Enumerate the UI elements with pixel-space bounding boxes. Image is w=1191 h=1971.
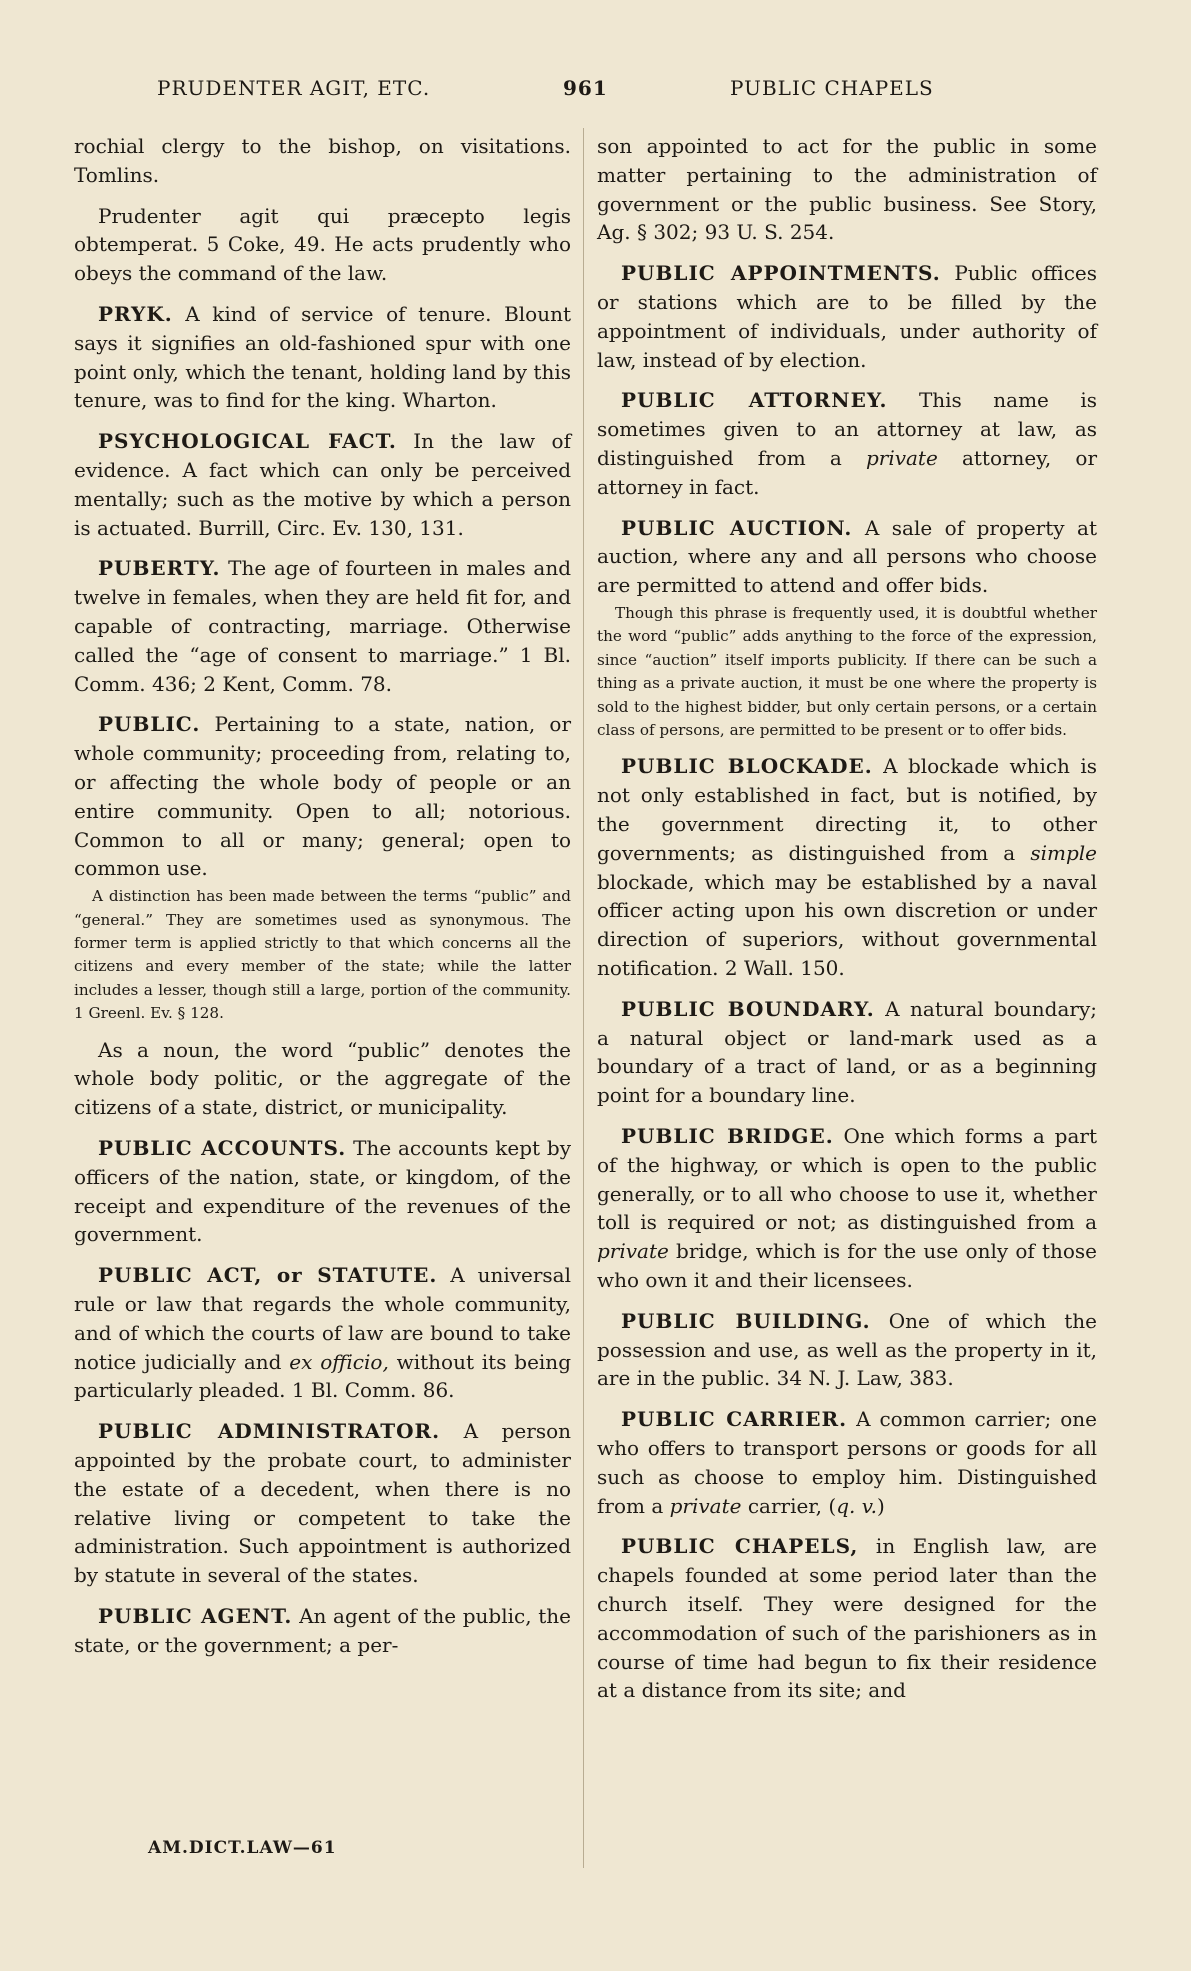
headword: PUBLIC AGENT. — [98, 1603, 293, 1628]
definition: An agent of the public, the state, or the government; a per- — [74, 1603, 571, 1657]
italic-term: simple — [1030, 840, 1097, 865]
definition: The age of fourteen in males and twelve in females, when they are held fit for, and capable of contracting, marriage. Otherwise called the “age of consent to marriage.” 1 Bl. Comm. 436; 2 Kent, Comm. 78. — [74, 556, 572, 696]
entry-public — [74, 710, 571, 883]
entry-public-agent — [74, 1602, 571, 1660]
column-divider — [583, 128, 584, 1868]
page-number: 961 — [563, 76, 608, 100]
headword: PUBLIC. — [98, 712, 201, 737]
note-public-auction: Though this phrase is frequently used, it is doubtful whether the word “public” adds anything to the force of the expression, since “auction” itself imports publicity. If there can be such a thing as a private auction, it must be one where the property is sold to the highest bidder, but only certain persons, or a certain class of persons, are permitted to be present or to offer bids. — [597, 603, 1097, 739]
definition: A common carrier; one who offers to transport persons or goods for all such as choose to employ him. Distinguished from a — [597, 1407, 1098, 1518]
entry-public-administrator — [74, 1417, 571, 1590]
headword: PUBLIC BOUNDARY. — [621, 996, 875, 1021]
entry-public-auction — [597, 514, 1097, 600]
note-public: A distinction has been made between the terms “public” and “general.” They are sometimes used as synonymous. The former term is applied strictly to that which concerns all the citizens and every member of the state; while the latter includes a lesser, though still a large, portion of the community. 1 Greenl. Ev. § 128. — [74, 887, 571, 1023]
definition: In the law of evidence. A fact which can only be perceived mentally; such as the motive by which a person is actuated. Burrill, Circ. Ev. 130, 131. — [74, 429, 571, 540]
headword: PUBLIC BUILDING. — [621, 1308, 871, 1333]
headword: PUBLIC APPOINTMENTS. — [621, 261, 941, 286]
signature-mark: AM.DICT.LAW—61 — [148, 1838, 337, 1858]
entry-prudenter: Prudenter agit qui præcepto legis obtemperat. 5 Coke, 49. He acts prudently who obeys the command of the law. — [74, 203, 571, 286]
italic-term: ex officio, — [289, 1349, 389, 1374]
entry-public-building — [597, 1307, 1097, 1393]
entry-public-chapels — [597, 1532, 1097, 1705]
entry-public-appointments — [597, 259, 1097, 374]
headword: PUBLIC ACCOUNTS. — [98, 1135, 347, 1160]
right-column — [597, 132, 1097, 1705]
definition: One which forms a part of the highway, or which is open to the public generally, or to all who choose to use it, whether toll is required or not; as distinguished from a — [597, 1123, 1097, 1235]
entry-public-attorney — [597, 386, 1097, 501]
entry-public-carrier — [597, 1405, 1097, 1520]
definition: A person appointed by the probate court, to administer the estate of a decedent, when there is no relative living or competent to take the administration. Such appointment is authorized by statute in several of the states. — [74, 1419, 571, 1588]
continuation-text: son appointed to act for the public in some matter pertaining to the administration of government or the public business. See Story, Ag. § 302; 93 U. S. 254. — [597, 134, 1097, 245]
definition-mid: carrier, ( — [747, 1493, 837, 1518]
public-noun-sense: As a noun, the word “public” denotes the whole body politic, or the aggregate of the citizens of a state, district, or municipality. — [74, 1037, 571, 1120]
definition-end: without its being particularly pleaded. 1 Bl. Comm. 86. — [74, 1349, 571, 1403]
headword: PUBLIC CARRIER. — [621, 1407, 848, 1432]
headword: PRYK. — [98, 301, 173, 326]
left-column — [74, 132, 571, 1660]
italic-term: private — [669, 1493, 742, 1518]
entry-public-boundary — [597, 995, 1097, 1110]
headword: PUBLIC CHAPELS, — [621, 1534, 859, 1559]
headword: PUBERTY. — [98, 556, 221, 581]
entry-psychological-fact — [74, 427, 571, 542]
definition-end: blockade, which may be established by a naval officer acting upon his own discretion or under direction of superiors, without governmental notification. 2 Wall. 150. — [597, 869, 1097, 980]
definition-end: ) — [877, 1493, 885, 1518]
header-left-guide-word: PRUDENTER AGIT, ETC. — [157, 76, 431, 100]
entry-public-accounts — [74, 1134, 571, 1249]
definition: A blockade which is not only established in fact, but is notified, by the government directing it, to other governments; as distinguished from a — [597, 754, 1098, 865]
definition-end: attorney, or attorney in fact. — [597, 445, 1098, 499]
italic-abbrev: q. v. — [836, 1493, 877, 1518]
definition: A natural boundary; a natural object or land-mark used as a boundary of a tract of land, or as a beginning point for a boundary line. — [597, 996, 1097, 1108]
header-right-guide-word: PUBLIC CHAPELS — [730, 76, 934, 100]
definition: One of which the possession and use, as well as the property in it, are in the public. 34 N. J. Law, 383. — [597, 1308, 1097, 1391]
headword: PUBLIC BLOCKADE. — [621, 754, 873, 779]
entry-public-act — [74, 1261, 571, 1405]
entry-puberty — [74, 554, 571, 698]
definition: in English law, are chapels founded at some period later than the church itself. They were designed for the accommodation of such of the parishioners as in course of time had begun to fix their residence at a distance from its site; and — [597, 1534, 1097, 1703]
italic-term: private — [865, 445, 938, 470]
running-header — [0, 76, 1191, 106]
definition: This name is sometimes given to an attorney at law, as distinguished from a — [597, 388, 1097, 470]
headword: PSYCHOLOGICAL FACT. — [98, 429, 397, 454]
headword: PUBLIC BRIDGE. — [621, 1123, 834, 1148]
headword: PUBLIC ACT, or STATUTE. — [98, 1263, 438, 1288]
italic-term: private — [597, 1239, 669, 1264]
definition: A sale of property at auction, where any and all persons who choose are permitted to attend and offer bids. — [597, 515, 1098, 598]
definition: Pertaining to a state, nation, or whole community; proceeding from, relating to, or affecting the whole body of people or an entire community. Open to all; notorious. Common to all or many; general; open to common use. — [74, 712, 572, 881]
continuation-text: rochial clergy to the bishop, on visitations. Tomlins. — [74, 134, 571, 187]
headword: PUBLIC AUCTION. — [621, 515, 853, 540]
definition-end: bridge, which is for the use only of those who own it and their licensees. — [597, 1239, 1098, 1292]
definition: The accounts kept by officers of the nation, state, or kingdom, of the receipt and expenditure of the revenues of the government. — [74, 1135, 571, 1247]
entry-public-bridge — [597, 1122, 1097, 1295]
headword: PUBLIC ATTORNEY. — [621, 388, 888, 413]
entry-pryk — [74, 300, 571, 415]
definition: A kind of service of tenure. Blount says it signifies an old-fashioned spur with one point only, which the tenant, holding land by this tenure, was to find for the king. Wharton. — [74, 301, 572, 413]
entry-public-blockade — [597, 752, 1097, 982]
headword: PUBLIC ADMINISTRATOR. — [98, 1419, 441, 1444]
definition: Public offices or stations which are to be filled by the appointment of individuals, under authority of law, instead of by election. — [597, 261, 1097, 372]
definition: A universal rule or law that regards the whole community, and of which the courts of law are bound to take notice judicially and — [74, 1263, 572, 1374]
